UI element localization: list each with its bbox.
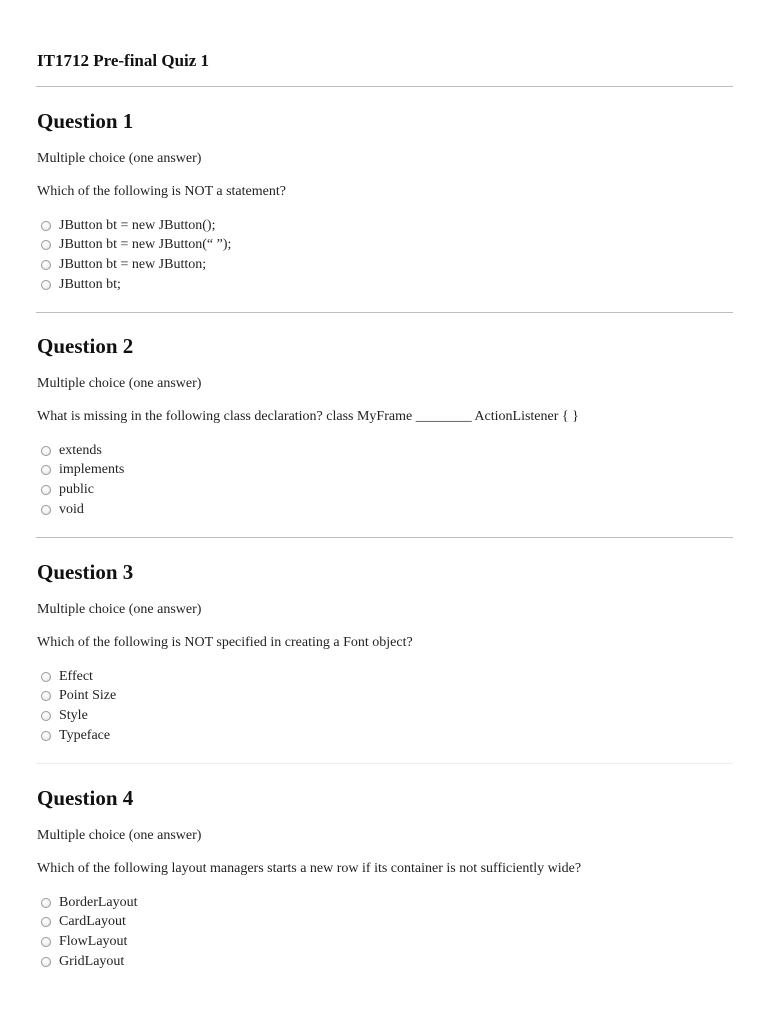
radio-button[interactable] xyxy=(41,240,51,250)
option-label: Point Size xyxy=(59,688,117,704)
radio-button[interactable] xyxy=(41,898,51,908)
option-label: Typeface xyxy=(59,727,111,743)
radio-button[interactable] xyxy=(41,485,51,495)
radio-button[interactable] xyxy=(41,711,51,721)
answer-option[interactable] xyxy=(41,667,116,687)
radio-button[interactable] xyxy=(41,280,51,290)
option-label: Style xyxy=(59,707,88,723)
radio-button[interactable] xyxy=(41,691,51,701)
answer-option[interactable] xyxy=(41,236,231,256)
answer-options xyxy=(41,216,231,294)
answer-option[interactable] xyxy=(41,706,116,726)
option-label: GridLayout xyxy=(59,953,125,969)
question-text: What is missing in the following class declaration? class MyFrame ________ ActionListener { } xyxy=(37,409,579,424)
radio-button[interactable] xyxy=(41,672,51,682)
answer-options xyxy=(41,441,124,519)
answer-option[interactable] xyxy=(41,726,116,746)
option-label: void xyxy=(59,501,84,517)
quiz-title: IT1712 Pre-final Quiz 1 xyxy=(37,51,210,70)
answer-option[interactable] xyxy=(41,480,124,500)
option-label: JButton bt = new JButton(“ ”); xyxy=(59,237,232,253)
question-type: Multiple choice (one answer) xyxy=(37,602,202,617)
option-label: BorderLayout xyxy=(59,894,138,910)
radio-button[interactable] xyxy=(41,957,51,967)
radio-button[interactable] xyxy=(41,731,51,741)
question-heading: Question 3 xyxy=(37,560,134,584)
answer-option[interactable] xyxy=(41,461,124,481)
option-label: implements xyxy=(59,462,125,478)
question-type: Multiple choice (one answer) xyxy=(37,151,202,166)
question-type: Multiple choice (one answer) xyxy=(37,828,202,843)
question-divider xyxy=(36,537,733,538)
question-divider xyxy=(36,312,733,313)
radio-button[interactable] xyxy=(41,221,51,231)
question-heading: Question 4 xyxy=(37,786,134,810)
option-label: JButton bt; xyxy=(59,276,121,292)
question-text: Which of the following is NOT a statement? xyxy=(37,184,286,199)
question-heading: Question 2 xyxy=(37,334,134,358)
radio-button[interactable] xyxy=(41,505,51,515)
radio-button[interactable] xyxy=(41,260,51,270)
answer-option[interactable] xyxy=(41,255,231,275)
answer-option[interactable] xyxy=(41,500,124,520)
answer-option[interactable] xyxy=(41,952,138,972)
radio-button[interactable] xyxy=(41,446,51,456)
answer-option[interactable] xyxy=(41,932,138,952)
answer-option[interactable] xyxy=(41,275,231,295)
option-label: Effect xyxy=(59,668,93,684)
option-label: extends xyxy=(59,442,102,458)
question-divider xyxy=(36,763,733,764)
radio-button[interactable] xyxy=(41,937,51,947)
option-label: JButton bt = new JButton(); xyxy=(59,217,216,233)
radio-button[interactable] xyxy=(41,465,51,475)
question-type: Multiple choice (one answer) xyxy=(37,376,202,391)
answer-option[interactable] xyxy=(41,913,138,933)
option-label: public xyxy=(59,481,94,497)
answer-options xyxy=(41,893,138,971)
option-label: FlowLayout xyxy=(59,933,128,949)
answer-options xyxy=(41,667,116,745)
option-label: JButton bt = new JButton; xyxy=(59,256,207,272)
radio-button[interactable] xyxy=(41,917,51,927)
answer-option[interactable] xyxy=(41,216,231,236)
answer-option[interactable] xyxy=(41,893,138,913)
answer-option[interactable] xyxy=(41,687,116,707)
option-label: CardLayout xyxy=(59,914,126,930)
question-text: Which of the following is NOT specified in creating a Font object? xyxy=(37,635,413,650)
answer-option[interactable] xyxy=(41,441,124,461)
title-divider xyxy=(36,86,733,87)
question-text: Which of the following layout managers starts a new row if its container is not sufficiently wide? xyxy=(37,861,582,876)
question-heading: Question 1 xyxy=(37,109,134,133)
